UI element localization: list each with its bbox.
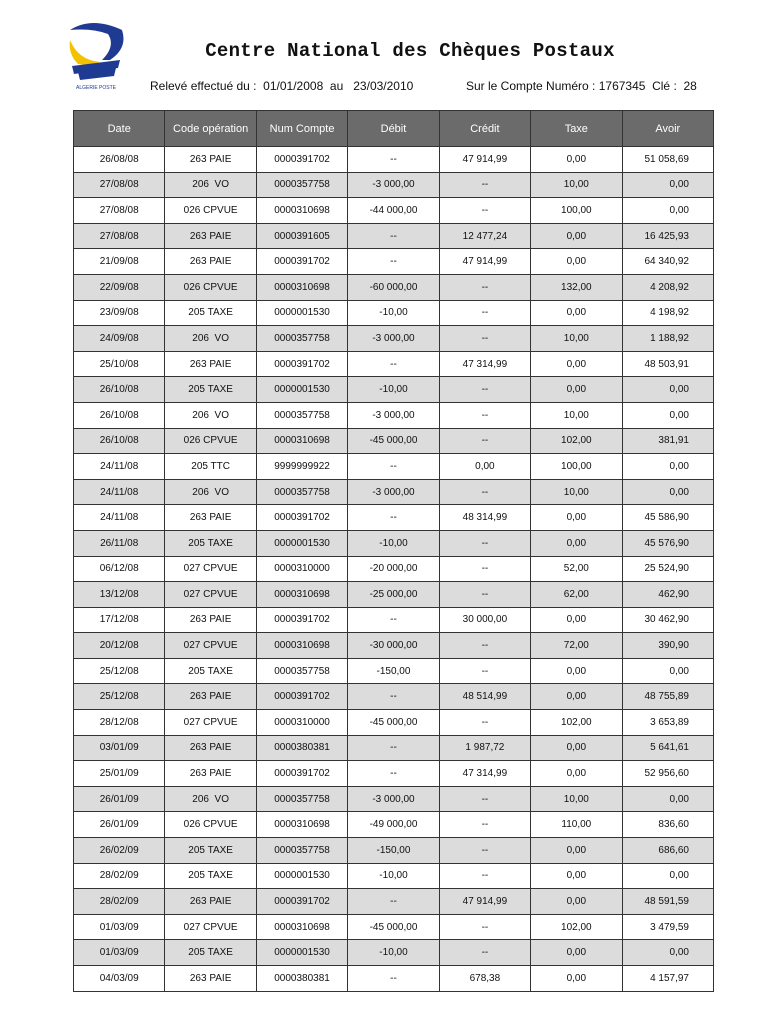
cell-taxe: 0,00 (531, 735, 622, 761)
cell-num-compte: 0000391702 (256, 607, 347, 633)
svg-text:ALGERIE POSTE: ALGERIE POSTE (75, 85, 117, 91)
table-row (74, 198, 714, 224)
cell-taxe: 10,00 (531, 479, 622, 505)
cell-credit: -- (439, 838, 530, 864)
cell-credit: 12 477,24 (439, 223, 530, 249)
cell-avoir: 1 188,92 (622, 326, 713, 352)
cell-num-compte: 0000391702 (256, 761, 347, 787)
cell-avoir: 45 586,90 (622, 505, 713, 531)
cell-code-operation: 206 VO (165, 172, 256, 198)
table-row (74, 710, 714, 736)
cell-debit: -- (348, 454, 439, 480)
cell-avoir: 390,90 (622, 633, 713, 659)
cell-debit: -45 000,00 (348, 428, 439, 454)
cell-date: 01/03/09 (74, 940, 165, 966)
cell-date: 26/01/09 (74, 786, 165, 812)
cell-avoir: 5 641,61 (622, 735, 713, 761)
table-row (74, 735, 714, 761)
cell-date: 24/11/08 (74, 505, 165, 531)
cell-num-compte: 0000391605 (256, 223, 347, 249)
cell-taxe: 0,00 (531, 147, 622, 173)
cell-credit: -- (439, 300, 530, 326)
cell-taxe: 0,00 (531, 940, 622, 966)
cell-avoir: 3 653,89 (622, 710, 713, 736)
cell-date: 27/08/08 (74, 172, 165, 198)
algerie-poste-logo (64, 20, 128, 92)
cell-code-operation: 263 PAIE (165, 351, 256, 377)
cell-date: 25/01/09 (74, 761, 165, 787)
cell-date: 28/12/08 (74, 710, 165, 736)
cell-date: 04/03/09 (74, 966, 165, 992)
cell-taxe: 0,00 (531, 684, 622, 710)
table-row (74, 786, 714, 812)
cell-code-operation: 206 VO (165, 402, 256, 428)
table-row (74, 530, 714, 556)
cell-avoir: 836,60 (622, 812, 713, 838)
cell-credit: -- (439, 326, 530, 352)
cell-credit: -- (439, 940, 530, 966)
cell-code-operation: 263 PAIE (165, 889, 256, 915)
table-row (74, 658, 714, 684)
table-row (74, 249, 714, 275)
cell-num-compte: 0000310698 (256, 198, 347, 224)
cell-debit: -- (348, 147, 439, 173)
cell-taxe: 0,00 (531, 966, 622, 992)
table-row (74, 582, 714, 608)
cell-date: 27/08/08 (74, 223, 165, 249)
cell-credit: -- (439, 479, 530, 505)
cell-debit: -45 000,00 (348, 914, 439, 940)
cell-num-compte: 0000001530 (256, 530, 347, 556)
cell-avoir: 381,91 (622, 428, 713, 454)
table-row (74, 633, 714, 659)
cell-avoir: 0,00 (622, 454, 713, 480)
cell-num-compte: 9999999922 (256, 454, 347, 480)
cell-code-operation: 027 CPVUE (165, 633, 256, 659)
cell-avoir: 4 157,97 (622, 966, 713, 992)
table-row (74, 863, 714, 889)
table-row (74, 351, 714, 377)
cell-credit: 47 314,99 (439, 761, 530, 787)
cell-debit: -- (348, 505, 439, 531)
cell-code-operation: 206 VO (165, 326, 256, 352)
cell-debit: -60 000,00 (348, 274, 439, 300)
cell-code-operation: 027 CPVUE (165, 582, 256, 608)
cell-avoir: 48 755,89 (622, 684, 713, 710)
cell-taxe: 0,00 (531, 838, 622, 864)
cell-date: 03/01/09 (74, 735, 165, 761)
cell-date: 28/02/09 (74, 889, 165, 915)
cell-date: 26/02/09 (74, 838, 165, 864)
table-row (74, 428, 714, 454)
cell-debit: -- (348, 735, 439, 761)
cell-num-compte: 0000391702 (256, 147, 347, 173)
cell-date: 26/08/08 (74, 147, 165, 173)
table-header-row (74, 111, 714, 147)
cell-taxe: 0,00 (531, 530, 622, 556)
cell-num-compte: 0000391702 (256, 249, 347, 275)
cell-credit: -- (439, 914, 530, 940)
cell-num-compte: 0000310698 (256, 274, 347, 300)
cell-taxe: 102,00 (531, 710, 622, 736)
table-row (74, 505, 714, 531)
table-row (74, 454, 714, 480)
cell-avoir: 0,00 (622, 479, 713, 505)
cell-credit: 30 000,00 (439, 607, 530, 633)
cell-taxe: 62,00 (531, 582, 622, 608)
cell-avoir: 4 208,92 (622, 274, 713, 300)
cell-avoir: 462,90 (622, 582, 713, 608)
cell-code-operation: 263 PAIE (165, 249, 256, 275)
cell-credit: -- (439, 786, 530, 812)
table-row (74, 402, 714, 428)
cell-taxe: 10,00 (531, 326, 622, 352)
cell-date: 27/08/08 (74, 198, 165, 224)
cell-date: 26/11/08 (74, 530, 165, 556)
cell-code-operation: 205 TAXE (165, 300, 256, 326)
cell-code-operation: 205 TAXE (165, 530, 256, 556)
cell-taxe: 0,00 (531, 351, 622, 377)
cell-code-operation: 027 CPVUE (165, 914, 256, 940)
cell-debit: -10,00 (348, 300, 439, 326)
cell-debit: -10,00 (348, 863, 439, 889)
cell-avoir: 0,00 (622, 172, 713, 198)
cell-credit: -- (439, 530, 530, 556)
cell-date: 24/11/08 (74, 454, 165, 480)
cell-taxe: 110,00 (531, 812, 622, 838)
cell-debit: -10,00 (348, 530, 439, 556)
cell-num-compte: 0000310698 (256, 428, 347, 454)
cell-debit: -- (348, 761, 439, 787)
table-row (74, 966, 714, 992)
cell-credit: 47 914,99 (439, 147, 530, 173)
cell-code-operation: 263 PAIE (165, 966, 256, 992)
cell-code-operation: 263 PAIE (165, 147, 256, 173)
cell-num-compte: 0000001530 (256, 863, 347, 889)
cell-taxe: 10,00 (531, 402, 622, 428)
cell-taxe: 52,00 (531, 556, 622, 582)
cell-avoir: 0,00 (622, 658, 713, 684)
cell-date: 28/02/09 (74, 863, 165, 889)
cell-num-compte: 0000391702 (256, 351, 347, 377)
cell-date: 26/10/08 (74, 377, 165, 403)
cell-credit: 47 914,99 (439, 889, 530, 915)
cell-credit: -- (439, 198, 530, 224)
statement-period: Relevé effectué du : 01/01/2008 au 23/03/2010 (150, 79, 414, 93)
table-row (74, 274, 714, 300)
statement-table (73, 110, 714, 992)
cell-num-compte: 0000357758 (256, 402, 347, 428)
cell-date: 24/11/08 (74, 479, 165, 505)
cell-debit: -150,00 (348, 658, 439, 684)
cell-credit: -- (439, 274, 530, 300)
cell-debit: -10,00 (348, 377, 439, 403)
cell-num-compte: 0000310000 (256, 710, 347, 736)
cell-taxe: 132,00 (531, 274, 622, 300)
cell-debit: -150,00 (348, 838, 439, 864)
cell-taxe: 0,00 (531, 300, 622, 326)
cell-credit: -- (439, 428, 530, 454)
cell-date: 20/12/08 (74, 633, 165, 659)
page-title: Centre National des Chèques Postaux (205, 40, 615, 62)
cell-debit: -- (348, 223, 439, 249)
cell-date: 13/12/08 (74, 582, 165, 608)
cell-code-operation: 205 TAXE (165, 838, 256, 864)
cell-taxe: 0,00 (531, 223, 622, 249)
cell-code-operation: 027 CPVUE (165, 710, 256, 736)
cell-num-compte: 0000391702 (256, 889, 347, 915)
cell-num-compte: 0000380381 (256, 966, 347, 992)
table-row (74, 479, 714, 505)
cell-num-compte: 0000357758 (256, 838, 347, 864)
table-row (74, 377, 714, 403)
cell-code-operation: 263 PAIE (165, 505, 256, 531)
cell-taxe: 10,00 (531, 172, 622, 198)
table-row (74, 607, 714, 633)
cell-date: 25/12/08 (74, 658, 165, 684)
column-header-debit: Débit (348, 111, 439, 147)
cell-code-operation: 026 CPVUE (165, 812, 256, 838)
cell-code-operation: 263 PAIE (165, 223, 256, 249)
cell-avoir: 30 462,90 (622, 607, 713, 633)
cell-code-operation: 206 VO (165, 479, 256, 505)
cell-debit: -- (348, 607, 439, 633)
cell-code-operation: 205 TAXE (165, 377, 256, 403)
cell-avoir: 0,00 (622, 940, 713, 966)
cell-num-compte: 0000001530 (256, 300, 347, 326)
column-header-taxe: Taxe (531, 111, 622, 147)
cell-num-compte: 0000357758 (256, 479, 347, 505)
column-header-code-operation: Code opération (165, 111, 256, 147)
cell-avoir: 0,00 (622, 402, 713, 428)
cell-avoir: 48 503,91 (622, 351, 713, 377)
cell-credit: -- (439, 710, 530, 736)
table-row (74, 326, 714, 352)
cell-code-operation: 263 PAIE (165, 761, 256, 787)
cell-avoir: 16 425,93 (622, 223, 713, 249)
cell-num-compte: 0000357758 (256, 658, 347, 684)
table-row (74, 940, 714, 966)
cell-credit: -- (439, 658, 530, 684)
cell-num-compte: 0000391702 (256, 505, 347, 531)
cell-credit: -- (439, 402, 530, 428)
cell-code-operation: 263 PAIE (165, 684, 256, 710)
cell-code-operation: 205 TAXE (165, 940, 256, 966)
cell-avoir: 0,00 (622, 198, 713, 224)
table-row (74, 223, 714, 249)
cell-credit: 48 314,99 (439, 505, 530, 531)
table-row (74, 147, 714, 173)
cell-debit: -- (348, 889, 439, 915)
table-row (74, 812, 714, 838)
cell-num-compte: 0000357758 (256, 172, 347, 198)
cell-debit: -44 000,00 (348, 198, 439, 224)
cell-code-operation: 263 PAIE (165, 607, 256, 633)
column-header-date: Date (74, 111, 165, 147)
cell-credit: 1 987,72 (439, 735, 530, 761)
cell-taxe: 100,00 (531, 198, 622, 224)
cell-taxe: 0,00 (531, 889, 622, 915)
cell-debit: -49 000,00 (348, 812, 439, 838)
table-row (74, 172, 714, 198)
cell-date: 21/09/08 (74, 249, 165, 275)
cell-code-operation: 026 CPVUE (165, 428, 256, 454)
cell-avoir: 686,60 (622, 838, 713, 864)
cell-debit: -3 000,00 (348, 172, 439, 198)
table-row (74, 556, 714, 582)
table-row (74, 684, 714, 710)
cell-credit: -- (439, 863, 530, 889)
cell-num-compte: 0000310698 (256, 812, 347, 838)
account-number: Sur le Compte Numéro : 1767345 Clé : 28 (466, 79, 697, 93)
cell-avoir: 48 591,59 (622, 889, 713, 915)
cell-credit: 0,00 (439, 454, 530, 480)
cell-taxe: 0,00 (531, 377, 622, 403)
cell-avoir: 25 524,90 (622, 556, 713, 582)
cell-debit: -- (348, 249, 439, 275)
table-row (74, 300, 714, 326)
cell-debit: -- (348, 351, 439, 377)
cell-date: 26/10/08 (74, 402, 165, 428)
cell-num-compte: 0000380381 (256, 735, 347, 761)
cell-code-operation: 027 CPVUE (165, 556, 256, 582)
cell-avoir: 0,00 (622, 786, 713, 812)
cell-debit: -3 000,00 (348, 786, 439, 812)
cell-avoir: 64 340,92 (622, 249, 713, 275)
cell-credit: -- (439, 812, 530, 838)
cell-credit: -- (439, 172, 530, 198)
cell-avoir: 4 198,92 (622, 300, 713, 326)
cell-credit: 47 914,99 (439, 249, 530, 275)
cell-debit: -10,00 (348, 940, 439, 966)
column-header-num-compte: Num Compte (256, 111, 347, 147)
cell-credit: -- (439, 582, 530, 608)
cell-num-compte: 0000310698 (256, 633, 347, 659)
cell-date: 23/09/08 (74, 300, 165, 326)
cell-date: 25/12/08 (74, 684, 165, 710)
cell-credit: -- (439, 556, 530, 582)
table-row (74, 889, 714, 915)
cell-num-compte: 0000310000 (256, 556, 347, 582)
cell-debit: -3 000,00 (348, 479, 439, 505)
cell-num-compte: 0000357758 (256, 326, 347, 352)
cell-credit: 47 314,99 (439, 351, 530, 377)
column-header-avoir: Avoir (622, 111, 713, 147)
cell-date: 26/10/08 (74, 428, 165, 454)
cell-code-operation: 205 TTC (165, 454, 256, 480)
cell-code-operation: 026 CPVUE (165, 198, 256, 224)
table-row (74, 838, 714, 864)
cell-debit: -30 000,00 (348, 633, 439, 659)
cell-code-operation: 026 CPVUE (165, 274, 256, 300)
cell-credit: -- (439, 377, 530, 403)
cell-taxe: 102,00 (531, 914, 622, 940)
cell-taxe: 72,00 (531, 633, 622, 659)
cell-date: 24/09/08 (74, 326, 165, 352)
cell-code-operation: 205 TAXE (165, 863, 256, 889)
cell-debit: -- (348, 684, 439, 710)
cell-num-compte: 0000001530 (256, 940, 347, 966)
cell-debit: -3 000,00 (348, 326, 439, 352)
cell-taxe: 0,00 (531, 863, 622, 889)
cell-avoir: 3 479,59 (622, 914, 713, 940)
cell-avoir: 0,00 (622, 377, 713, 403)
cell-num-compte: 0000310698 (256, 914, 347, 940)
table-row (74, 914, 714, 940)
cell-taxe: 100,00 (531, 454, 622, 480)
table-row (74, 761, 714, 787)
cell-date: 22/09/08 (74, 274, 165, 300)
cell-num-compte: 0000357758 (256, 786, 347, 812)
cell-date: 25/10/08 (74, 351, 165, 377)
cell-num-compte: 0000310698 (256, 582, 347, 608)
cell-code-operation: 206 VO (165, 786, 256, 812)
cell-debit: -20 000,00 (348, 556, 439, 582)
cell-avoir: 45 576,90 (622, 530, 713, 556)
column-header-credit: Crédit (439, 111, 530, 147)
cell-num-compte: 0000391702 (256, 684, 347, 710)
cell-date: 01/03/09 (74, 914, 165, 940)
cell-date: 06/12/08 (74, 556, 165, 582)
cell-avoir: 51 058,69 (622, 147, 713, 173)
cell-code-operation: 205 TAXE (165, 658, 256, 684)
cell-avoir: 52 956,60 (622, 761, 713, 787)
cell-credit: 678,38 (439, 966, 530, 992)
cell-taxe: 0,00 (531, 761, 622, 787)
cell-taxe: 10,00 (531, 786, 622, 812)
cell-credit: -- (439, 633, 530, 659)
cell-taxe: 0,00 (531, 249, 622, 275)
cell-date: 26/01/09 (74, 812, 165, 838)
cell-debit: -25 000,00 (348, 582, 439, 608)
cell-code-operation: 263 PAIE (165, 735, 256, 761)
cell-taxe: 0,00 (531, 658, 622, 684)
cell-debit: -- (348, 966, 439, 992)
cell-credit: 48 514,99 (439, 684, 530, 710)
cell-debit: -3 000,00 (348, 402, 439, 428)
cell-date: 17/12/08 (74, 607, 165, 633)
cell-num-compte: 0000001530 (256, 377, 347, 403)
cell-taxe: 0,00 (531, 607, 622, 633)
cell-taxe: 102,00 (531, 428, 622, 454)
cell-debit: -45 000,00 (348, 710, 439, 736)
cell-taxe: 0,00 (531, 505, 622, 531)
table-body (74, 147, 714, 992)
cell-avoir: 0,00 (622, 863, 713, 889)
